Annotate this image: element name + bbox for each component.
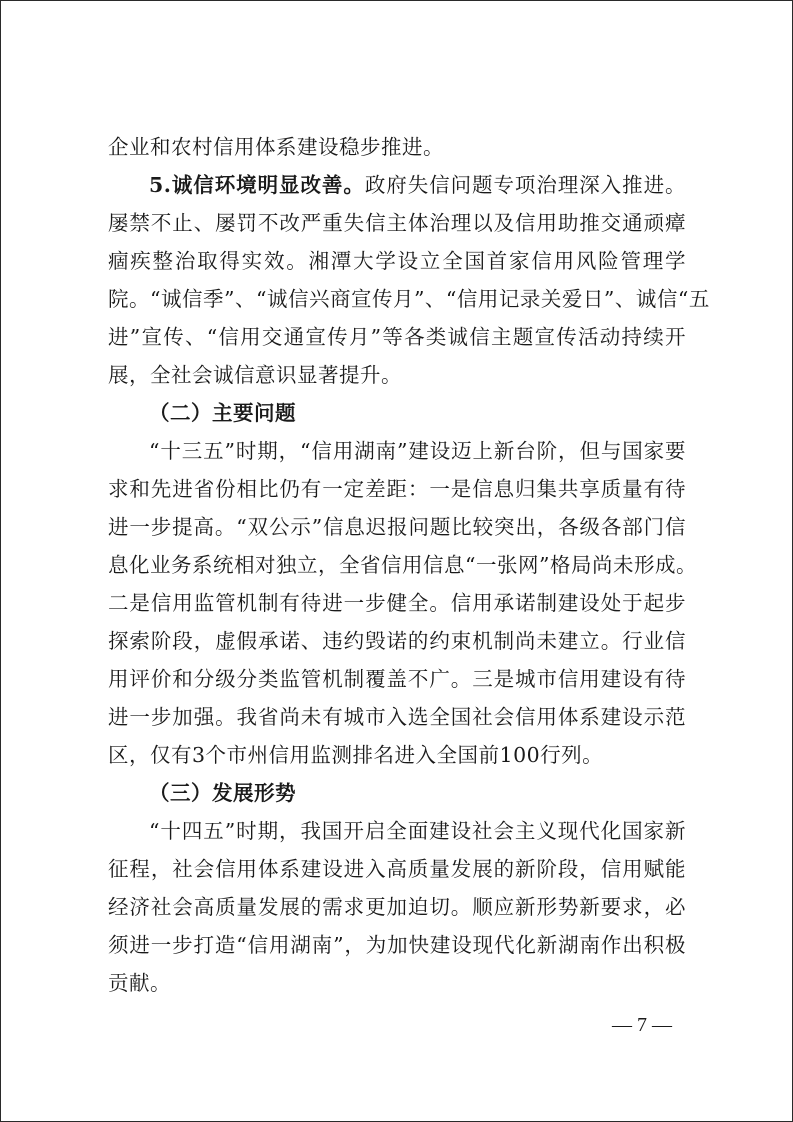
item-lead-rest: 政府失信问题专项治理深入推进。 (364, 173, 687, 197)
paragraph-line: 求和先进省份相比仍有一定差距：一是信息归集共享质量有待 (108, 477, 686, 501)
paragraph-line: 二是信用监管机制有待进一步健全。信用承诺制建设处于起步 (108, 591, 686, 615)
paragraph-line: 企业和农村信用体系建设稳步推进。 (108, 135, 444, 159)
paragraph-line: 屡禁不止、屡罚不改严重失信主体治理以及信用助推交通顽瘴 (108, 211, 686, 235)
paragraph-line: 须进一步打造“信用湖南”，为加快建设现代化新湖南作出积极 (108, 933, 686, 957)
document-body (108, 128, 710, 1002)
paragraph-line: 探索阶段，虚假承诺、违约毁诺的约束机制尚未建立。行业信 (108, 629, 686, 653)
section-heading-3: （三）发展形势 (149, 781, 296, 805)
paragraph-line: 征程，社会信用体系建设进入高质量发展的新阶段，信用赋能 (108, 857, 686, 881)
paragraph-line: “十三五”时期，“信用湖南”建设迈上新台阶，但与国家要 (149, 439, 686, 463)
paragraph-line: 贡献。 (108, 971, 171, 995)
paragraph-line (108, 166, 686, 204)
page-number: — 7 — (612, 1014, 672, 1036)
paragraph-line: 进”宣传、“信用交通宣传月”等各类诚信主题宣传活动持续开 (108, 325, 686, 349)
item-lead-bold: 5.诚信环境明显改善。 (149, 173, 365, 197)
paragraph-line: 进一步提高。“双公示”信息迟报问题比较突出，各级各部门信 (108, 515, 686, 539)
paragraph-line: 经济社会高质量发展的需求更加迫切。顺应新形势新要求，必 (108, 895, 686, 919)
paragraph-line: “十四五”时期，我国开启全面建设社会主义现代化国家新 (149, 819, 686, 843)
paragraph-line: 院。“诚信季”、“诚信兴商宣传月”、“信用记录关爱日”、诚信“五 (108, 287, 710, 311)
section-heading-2: （二）主要问题 (149, 401, 296, 425)
paragraph-line: 痼疾整治取得实效。湘潭大学设立全国首家信用风险管理学 (108, 249, 686, 273)
paragraph-line: 区，仅有3个市州信用监测排名进入全国前100行列。 (108, 743, 604, 767)
paragraph-line: 用评价和分级分类监管机制覆盖不广。三是城市信用建设有待 (108, 667, 686, 691)
paragraph-line: 展，全社会诚信意识显著提升。 (108, 363, 402, 387)
paragraph-line: 息化业务系统相对独立，全省信用信息“一张网”格局尚未形成。 (108, 553, 697, 577)
paragraph-line: 进一步加强。我省尚未有城市入选全国社会信用体系建设示范 (108, 705, 686, 729)
